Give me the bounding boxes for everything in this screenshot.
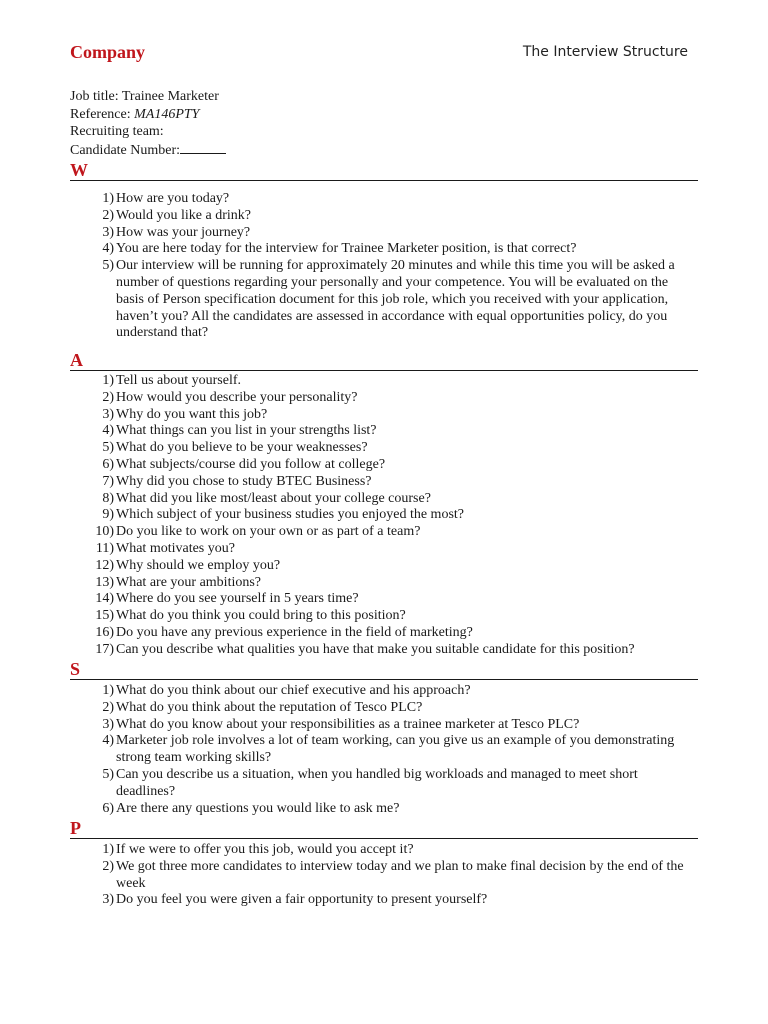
question-text: Marketer job role involves a lot of team working, can you give us an example of you demonstrating strong team working skills? [116, 733, 675, 766]
question-number: 4) [102, 733, 114, 749]
question-text: Which subject of your business studies you enjoyed the most? [116, 507, 464, 523]
question-item [70, 575, 698, 592]
question-item [70, 558, 698, 575]
question-text: Can you describe what qualities you have that make you suitable candidate for this position? [116, 641, 635, 657]
question-number: 4) [102, 241, 114, 257]
question-text: What subjects/course did you follow at college? [116, 456, 386, 472]
question-number: 1) [102, 842, 114, 857]
question-text: What did you like most/least about your college course? [116, 490, 431, 506]
question-text: What do you believe to be your weaknesses? [116, 440, 368, 456]
question-number: 5) [102, 440, 114, 456]
question-text: How are you today? [116, 191, 230, 206]
reference-line [70, 106, 226, 124]
question-text: Where do you see yourself in 5 years time? [116, 591, 359, 607]
question-item [70, 842, 698, 859]
question-number: 1) [102, 191, 114, 206]
document-title: The Interview Structure [522, 44, 688, 60]
section-letter: W [70, 160, 698, 181]
company-name: Company [70, 42, 146, 62]
section-p [70, 818, 698, 909]
job-title-line [70, 88, 226, 106]
question-item [70, 390, 698, 407]
question-number: 13) [95, 574, 114, 590]
question-number: 10) [95, 524, 114, 540]
question-text: Would you like a drink? [116, 207, 251, 223]
question-text: Do you have any previous experience in the field of marketing? [116, 624, 473, 640]
question-text: Are there any questions you would like to ask me? [116, 800, 400, 816]
question-item [70, 208, 698, 225]
job-title-label: Job title: [70, 89, 122, 104]
question-item [70, 225, 698, 242]
question-item [70, 591, 698, 608]
question-text: How would you describe your personality? [116, 389, 358, 405]
section-letter: A [70, 350, 698, 371]
question-item [70, 457, 698, 474]
question-item [70, 717, 698, 734]
reference-value: MA146PTY [134, 106, 200, 122]
question-number: 3) [102, 716, 114, 732]
question-number: 11) [95, 540, 114, 556]
question-item [70, 423, 698, 440]
question-text: Why do you want this job? [116, 406, 268, 422]
question-text: How was your journey? [116, 224, 251, 240]
question-item [70, 373, 698, 390]
question-item [70, 892, 698, 909]
question-text: Can you describe us a situation, when you handled big workloads and managed to meet short deadlines? [116, 766, 638, 799]
section-s [70, 659, 698, 817]
question-item [70, 642, 698, 659]
question-text: What do you think about our chief executive and his approach? [116, 683, 471, 698]
question-number: 16) [95, 624, 114, 640]
question-text: Why should we employ you? [116, 557, 281, 573]
job-details [70, 88, 226, 159]
recruiting-team-label: Recruiting team: [70, 124, 164, 140]
question-text: What do you know about your responsibilities as a trainee marketer at Tesco PLC? [116, 716, 580, 732]
question-item [70, 474, 698, 491]
question-text: Our interview will be running for approximately 20 minutes and while this time you will be asked a number of questions regarding your personally and your competence. You will be evaluated on the basis of Person specification document for this job role, which you received with your application, haven’t you? All the candidates are assessed in accordance with equal opportunities policy, do you understand that? [116, 258, 675, 341]
question-item [70, 608, 698, 625]
question-number: 2) [102, 858, 114, 874]
reference-label: Reference: [70, 106, 135, 122]
question-item [70, 241, 698, 258]
question-text: Why did you chose to study BTEC Business? [116, 473, 372, 489]
recruiting-team-line [70, 123, 226, 141]
question-number: 8) [102, 490, 114, 506]
section-a [70, 350, 698, 659]
question-number: 6) [102, 456, 114, 472]
question-text: If we were to offer you this job, would you accept it? [116, 842, 414, 857]
question-text: What things can you list in your strengths list? [116, 423, 377, 439]
question-number: 6) [102, 800, 114, 816]
question-text: We got three more candidates to interview today and we plan to make final decision by the end of the week [116, 858, 684, 891]
question-number: 2) [102, 699, 114, 715]
question-item [70, 440, 698, 457]
question-number: 3) [102, 892, 114, 908]
question-number: 2) [102, 207, 114, 223]
question-text: What are your ambitions? [116, 574, 262, 590]
question-list [70, 683, 698, 817]
question-item [70, 733, 698, 767]
question-number: 4) [102, 423, 114, 439]
question-item [70, 625, 698, 642]
question-list [70, 373, 698, 659]
question-text: What do you think you could bring to this position? [116, 608, 406, 624]
question-item [70, 491, 698, 508]
question-number: 5) [102, 258, 114, 274]
question-text: What motivates you? [116, 540, 235, 556]
job-title-value: Trainee Marketer [121, 89, 219, 104]
question-number: 5) [102, 766, 114, 782]
question-number: 3) [102, 224, 114, 240]
question-item [70, 767, 698, 801]
question-item [70, 700, 698, 717]
question-text: Tell us about yourself. [116, 373, 241, 388]
question-text: You are here today for the interview for Trainee Marketer position, is that correct? [116, 241, 577, 257]
question-item [70, 801, 698, 818]
section-letter: S [70, 659, 698, 680]
section-letter: P [70, 818, 698, 839]
question-number: 15) [95, 608, 114, 624]
question-list [70, 842, 698, 909]
question-number: 17) [95, 641, 114, 657]
question-item [70, 191, 698, 208]
question-number: 1) [102, 683, 114, 698]
section-w [70, 160, 698, 342]
question-number: 2) [102, 389, 114, 405]
question-list [70, 191, 698, 342]
question-item [70, 258, 698, 342]
candidate-number-line [70, 141, 226, 160]
question-item [70, 859, 698, 893]
question-text: Do you feel you were given a fair opportunity to present yourself? [116, 892, 488, 908]
question-number: 9) [102, 507, 114, 523]
question-item [70, 407, 698, 424]
candidate-number-label: Candidate Number: [70, 142, 181, 158]
question-item [70, 683, 698, 700]
question-number: 7) [102, 473, 114, 489]
question-item [70, 507, 698, 524]
question-number: 1) [102, 373, 114, 388]
candidate-number-blank [180, 141, 226, 154]
question-text: What do you think about the reputation of Tesco PLC? [116, 699, 423, 715]
question-number: 14) [95, 591, 114, 607]
question-item [70, 524, 698, 541]
question-number: 12) [95, 557, 114, 573]
page-header [70, 42, 688, 66]
question-number: 3) [102, 406, 114, 422]
question-text: Do you like to work on your own or as part of a team? [116, 524, 421, 540]
question-item [70, 541, 698, 558]
